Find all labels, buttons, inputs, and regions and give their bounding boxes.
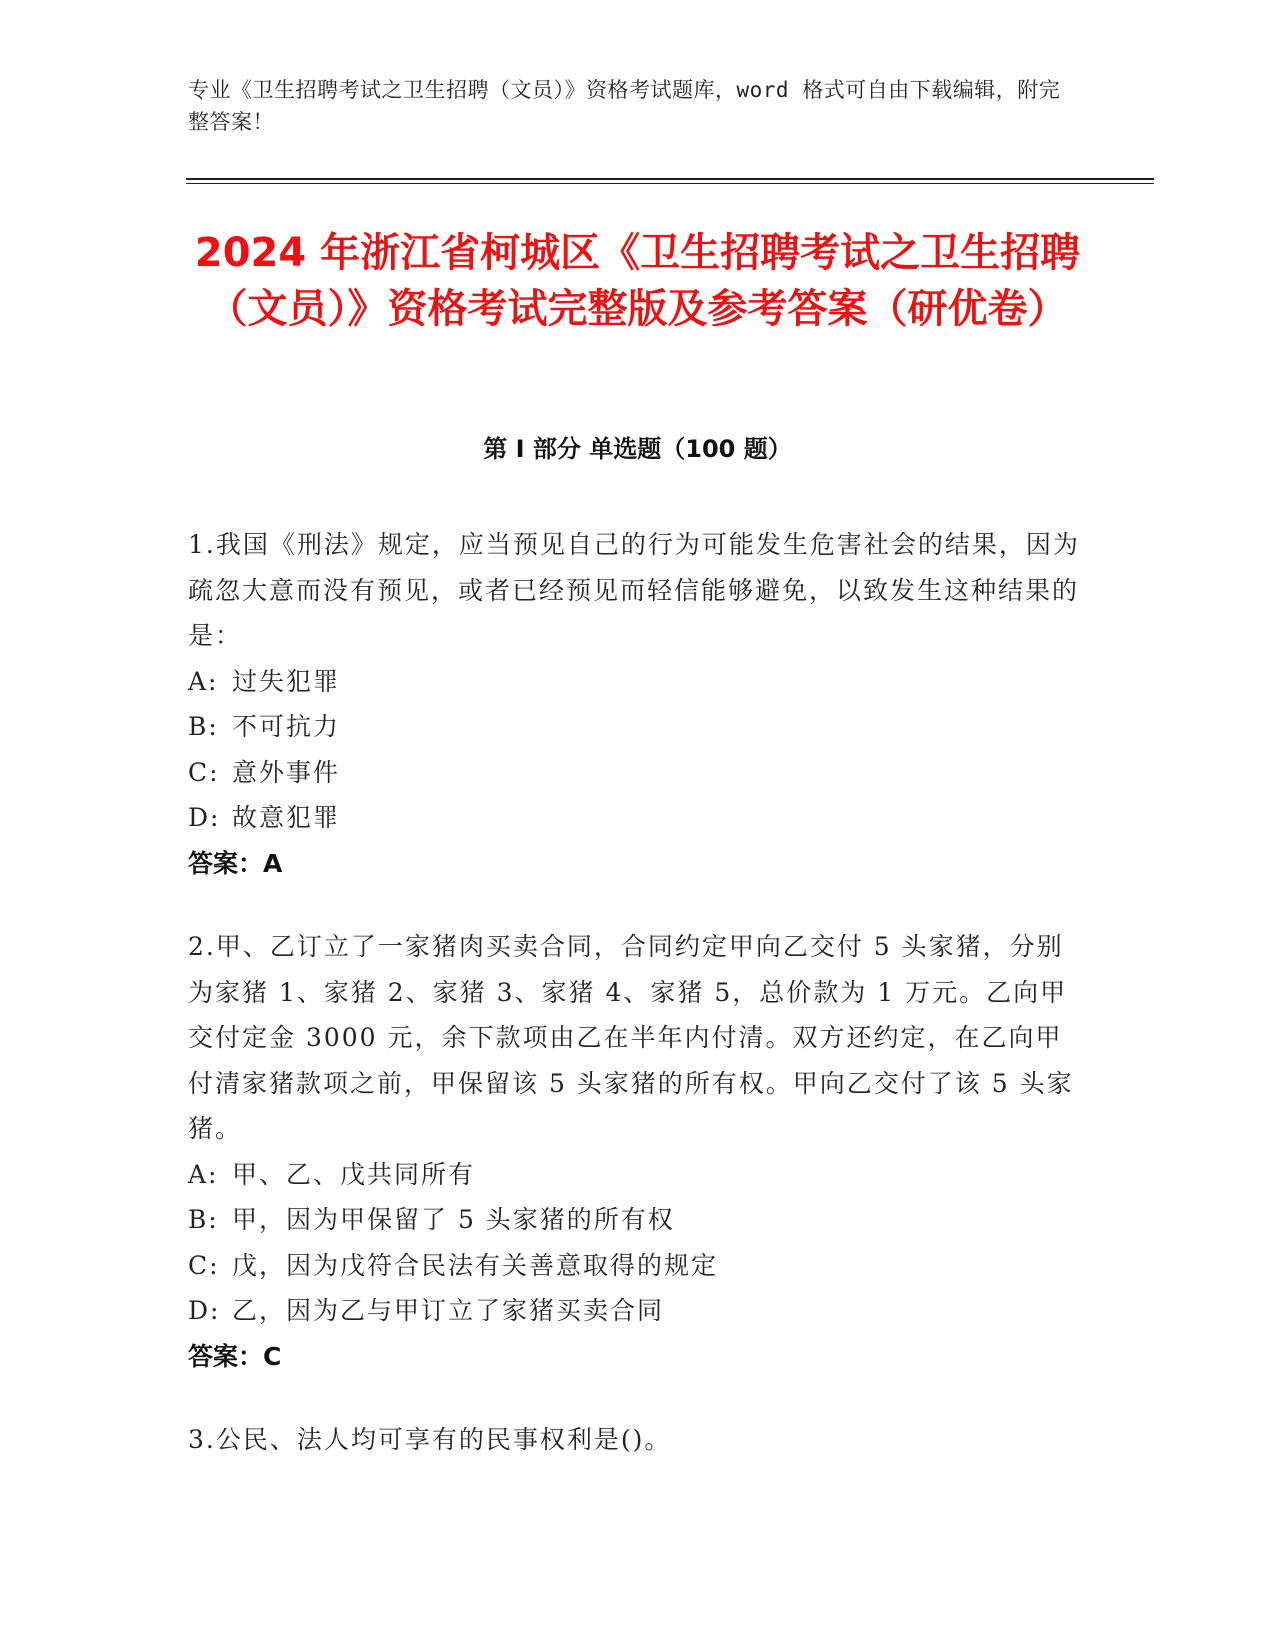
- option-a: [188, 659, 1088, 705]
- answer-line: 答案：A: [188, 848, 283, 878]
- header-divider-thin: [186, 183, 1154, 184]
- option-c: [188, 750, 1088, 796]
- option-text: 不可抗力: [232, 712, 341, 741]
- option-text: 甲、乙、戊共同所有: [232, 1159, 476, 1189]
- document-title: 2024 年浙江省柯城区《卫生招聘考试之卫生招聘（文员）》资格考试完整版及参考答案（研优卷）: [194, 230, 1081, 332]
- header-note: 专业《卫生招聘考试之卫生招聘（文员）》资格考试题库，word 格式可自由下载编辑，附完整答案！: [188, 78, 1061, 134]
- option-letter: A:: [188, 666, 219, 696]
- answer-line: 答案：C: [188, 1341, 282, 1371]
- option-a: [188, 1152, 1088, 1198]
- question-1: [188, 522, 1088, 886]
- option-text: 过失犯罪: [232, 666, 341, 696]
- option-text: 故意犯罪: [232, 803, 341, 832]
- option-letter: D:: [188, 1296, 221, 1325]
- option-b: [188, 1197, 1088, 1243]
- option-letter: C:: [188, 757, 220, 787]
- option-letter: C:: [188, 1250, 220, 1280]
- option-letter: A:: [188, 1159, 219, 1189]
- option-text: 乙，因为乙与甲订立了家猪买卖合同: [232, 1296, 665, 1325]
- header-divider-thick: [186, 178, 1154, 180]
- option-letter: D:: [188, 803, 221, 832]
- option-text: 意外事件: [232, 757, 341, 787]
- section-title: 第 I 部分 单选题（100 题）: [483, 435, 792, 463]
- question-stem: 3.公民、法人均可享有的民事权利是()。: [188, 1425, 672, 1454]
- question-list: [188, 522, 1088, 1501]
- option-d: [188, 795, 1088, 841]
- option-b: [188, 704, 1088, 750]
- option-letter: B:: [188, 1205, 219, 1234]
- question-3: [188, 1417, 1088, 1463]
- question-stem: 2.甲、乙订立了一家猪肉买卖合同，合同约定甲向乙交付 5 头家猪，分别为家猪 1、家猪 2、家猪 3、家猪 4、家猪 5，总价款为 1 万元。乙向甲交付定金 3000 元，余下款项由乙在半年内付清。双方还约定，在乙向甲付清家猪款项之前，甲保留该 5 头家猪的所有权。甲向乙交付了该 5 头家猪。: [188, 932, 1074, 1143]
- question-stem: 1.我国《刑法》规定，应当预见自己的行为可能发生危害社会的结果，因为疏忽大意而没有预见，或者已经预见而轻信能够避免，以致发生这种结果的是：: [188, 530, 1080, 650]
- option-letter: B:: [188, 712, 219, 741]
- option-text: 戊，因为戊符合民法有关善意取得的规定: [232, 1250, 719, 1280]
- option-d: [188, 1288, 1088, 1334]
- option-c: [188, 1243, 1088, 1289]
- option-text: 甲，因为甲保留了 5 头家猪的所有权: [232, 1205, 675, 1234]
- question-2: [188, 924, 1088, 1379]
